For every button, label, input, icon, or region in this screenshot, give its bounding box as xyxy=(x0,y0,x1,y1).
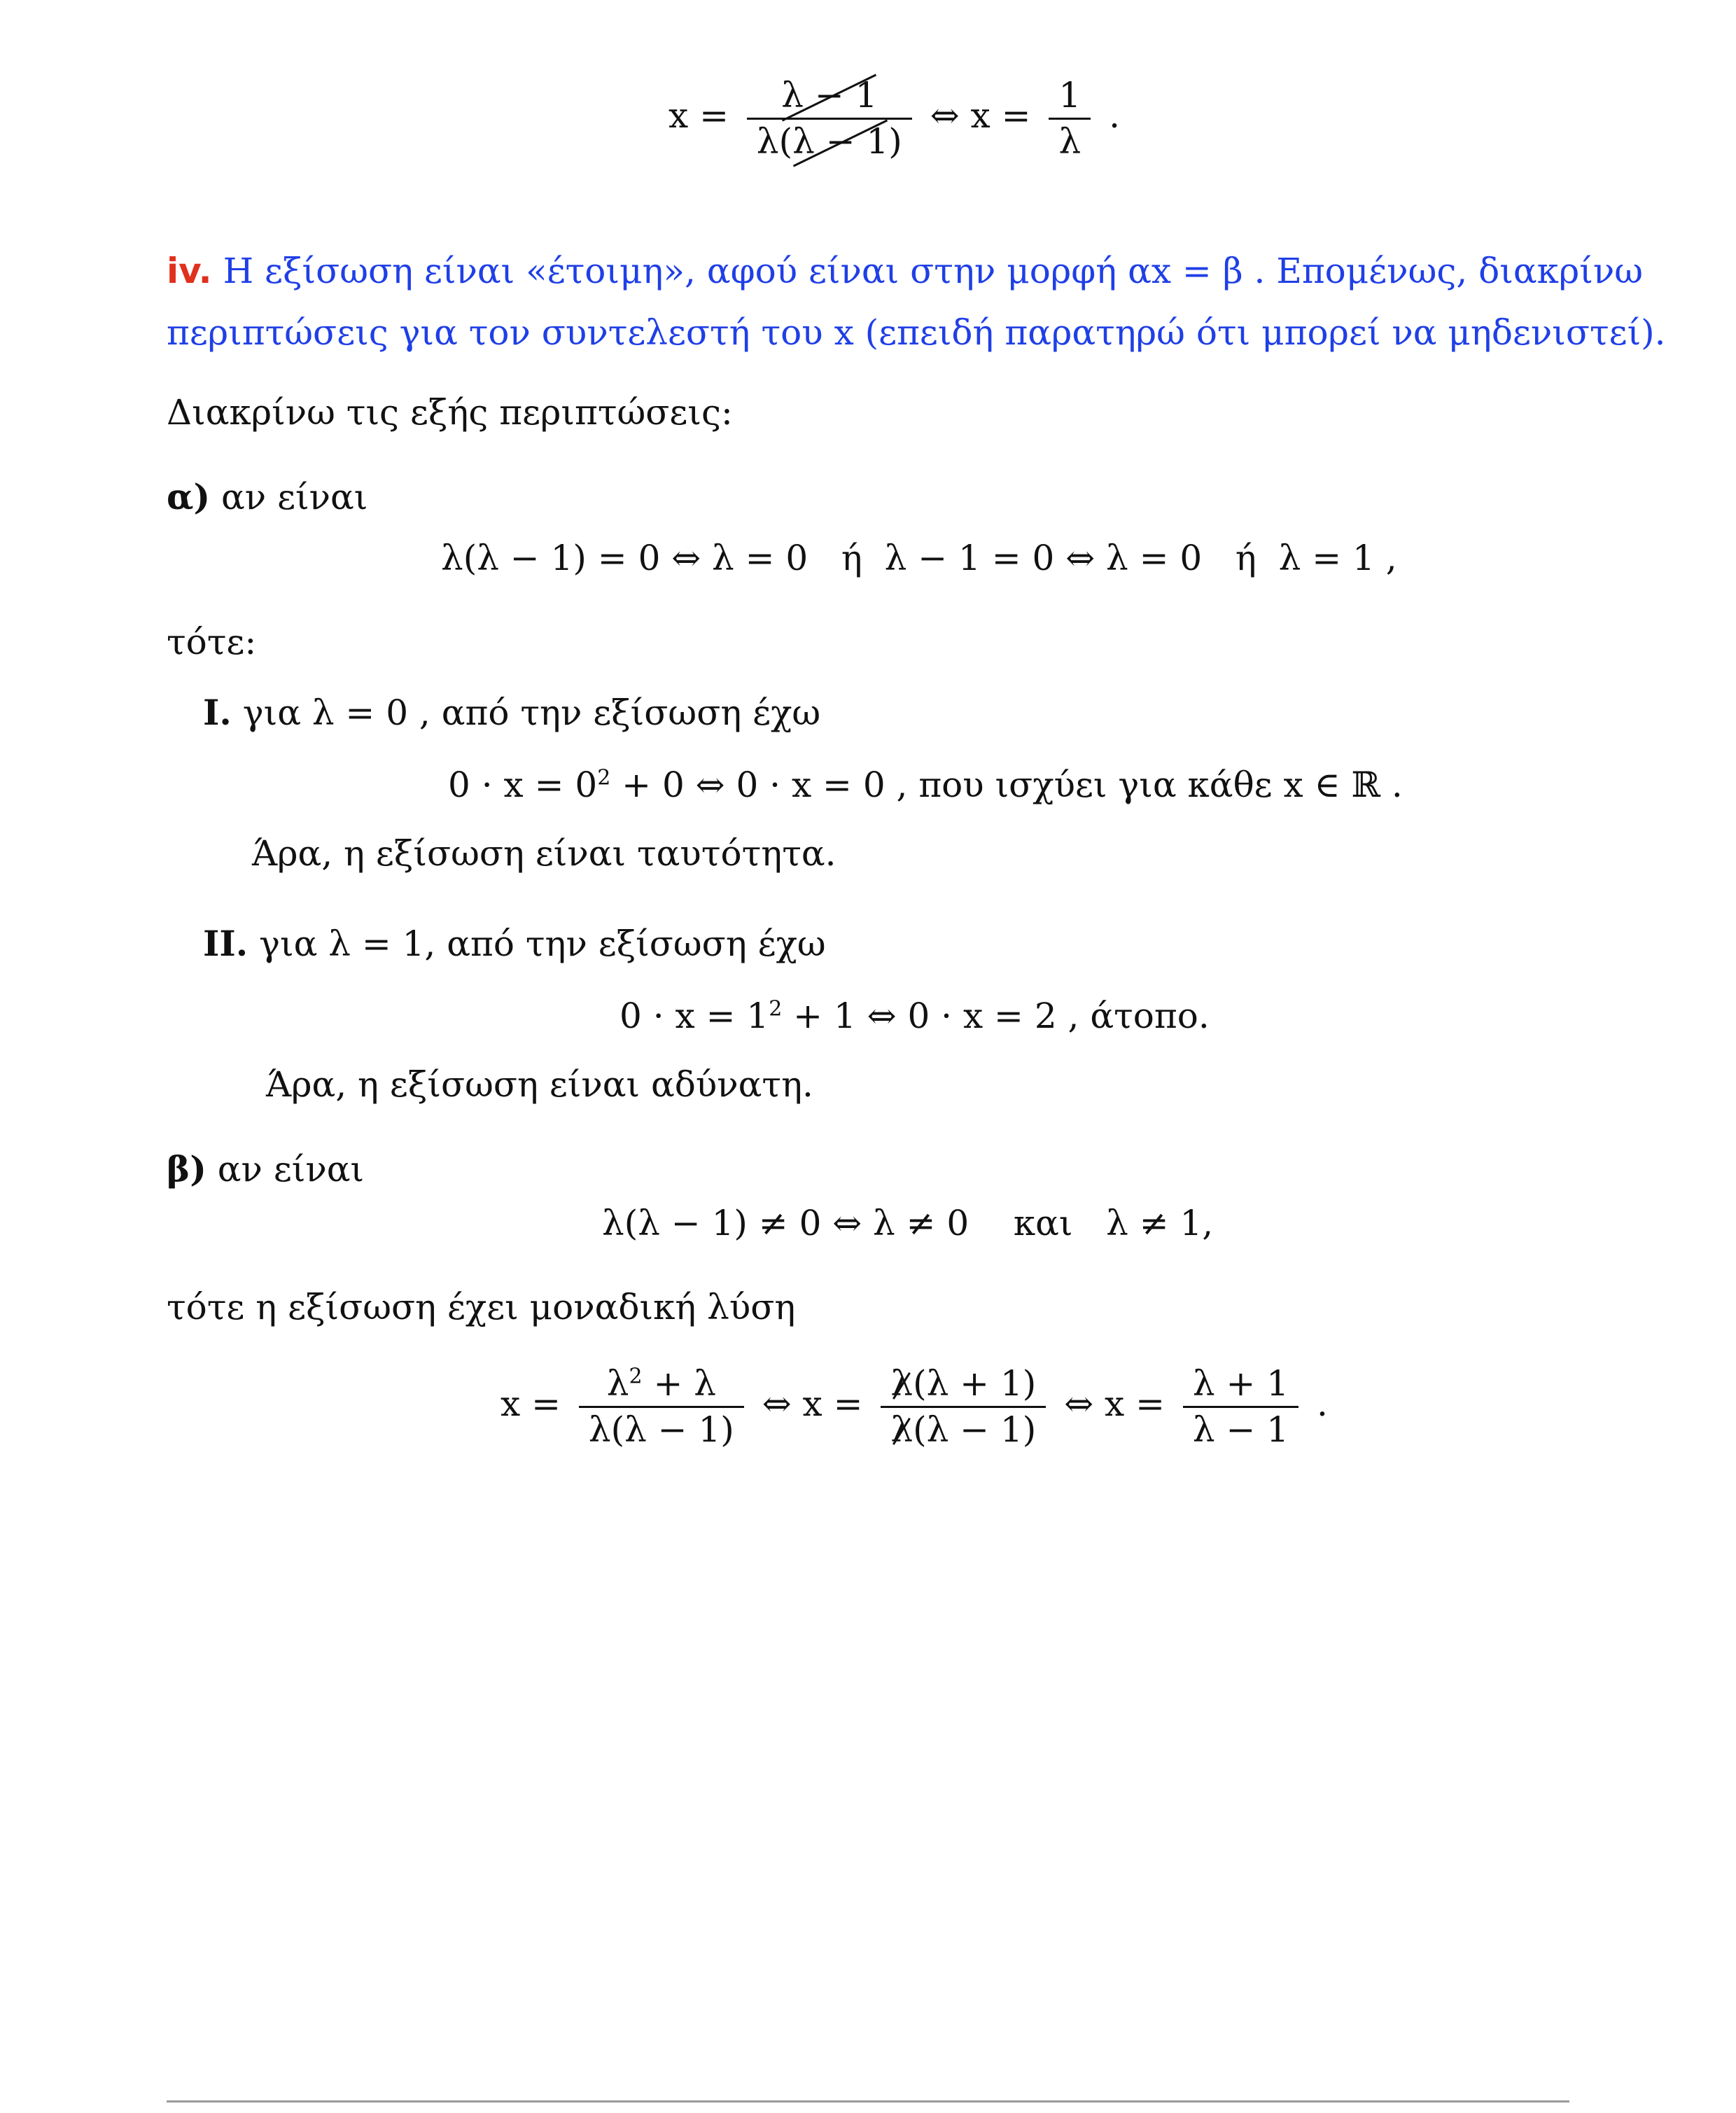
sub-I-equation: $0 \cdot x = 0^2 + 0$ ⇔ 0 · x = 0 , που ισχύει για κάθε x ∈ ℝ . xyxy=(448,765,1403,805)
form-math: αx = β xyxy=(1128,251,1243,291)
bottom-equation: x = $\frac{\lambda^2 + \lambda}{\lambda(\lambda - 1)}$ ⇔ x = $\frac{\lambda(\lambda + 1)}{\lambda(\lambda - 1)}$ ⇔ x = $\frac{\lambda + 1}{\lambda - 1}$ . xyxy=(500,1362,1328,1451)
struck-lambda-bottom: λ xyxy=(890,1408,913,1452)
equivalence: ⇔ x = xyxy=(930,95,1031,136)
struck-numerator: λ − 1 xyxy=(781,74,877,118)
footer-rule xyxy=(167,2100,1569,2102)
case-b-label: β) xyxy=(167,1148,206,1190)
fraction-b: $\frac{\lambda(\lambda + 1)}{\lambda(\lambda - 1)}$ xyxy=(881,1362,1046,1451)
sub-II-label: II. xyxy=(203,923,248,964)
sub-II-conclusion: Άρα, η εξίσωση είναι αδύνατη. xyxy=(266,1064,813,1105)
case-b-heading: β) αν είναι xyxy=(167,1148,365,1190)
intro-text: Διακρίνω τις εξής περιπτώσεις: xyxy=(167,392,733,433)
fraction-1: $\frac{\lambda - 1}{\lambda(\lambda - 1)}$ xyxy=(747,74,912,163)
item-iv-line1: iv. Η εξίσωση είναι «έτοιμη», αφού είναι στην μορφή αx = β . Επομένως, διακρίνω xyxy=(167,251,1644,291)
struck-denominator: λ − 1 xyxy=(792,120,888,164)
case-a-heading: α) αν είναι xyxy=(167,476,368,517)
sub-I-heading: I. για λ = 0 , από την εξίσωση έχω xyxy=(203,692,821,733)
sub-I-conclusion: Άρα, η εξίσωση είναι ταυτότητα. xyxy=(252,833,836,874)
case-a-equation: λ(λ − 1) = 0 ⇔ λ = 0 ή λ − 1 = 0 ⇔ λ = 0 ή λ = 1 , xyxy=(441,538,1397,578)
fraction-a: $\frac{\lambda^2 + \lambda}{\lambda(\lambda - 1)}$ xyxy=(579,1362,744,1451)
case-a-label: α) xyxy=(167,476,211,517)
fraction-2: $\frac{1}{\lambda}$ xyxy=(1049,74,1091,163)
sub-I-label: I. xyxy=(203,692,232,733)
item-iv-line2: περιπτώσεις για τον συντελεστή του x (επειδή παρατηρώ ότι μπορεί να μηδενιστεί). xyxy=(167,312,1666,353)
unique-solution-text: τότε η εξίσωση έχει μοναδική λύση xyxy=(167,1287,796,1327)
top-equation: x = $\frac{\lambda - 1}{\lambda(\lambda - 1)}$ ⇔ x = $\frac{1}{\lambda}$ . xyxy=(668,74,1120,163)
sub-II-equation: $0 \cdot x = 1^2 + 1$ ⇔ 0 · x = 2 , άτοπο. xyxy=(620,996,1210,1036)
tote-text: τότε: xyxy=(167,622,257,662)
item-marker: iv. xyxy=(167,251,212,291)
case-b-equation: λ(λ − 1) ≠ 0 ⇔ λ ≠ 0 και λ ≠ 1, xyxy=(602,1203,1214,1243)
sub-II-heading: II. για λ = 1, από την εξίσωση έχω xyxy=(203,923,826,964)
eq-lhs: x = xyxy=(668,95,729,136)
struck-lambda-top: λ xyxy=(890,1362,913,1406)
fraction-c: $\frac{\lambda + 1}{\lambda - 1}$ xyxy=(1183,1362,1298,1451)
